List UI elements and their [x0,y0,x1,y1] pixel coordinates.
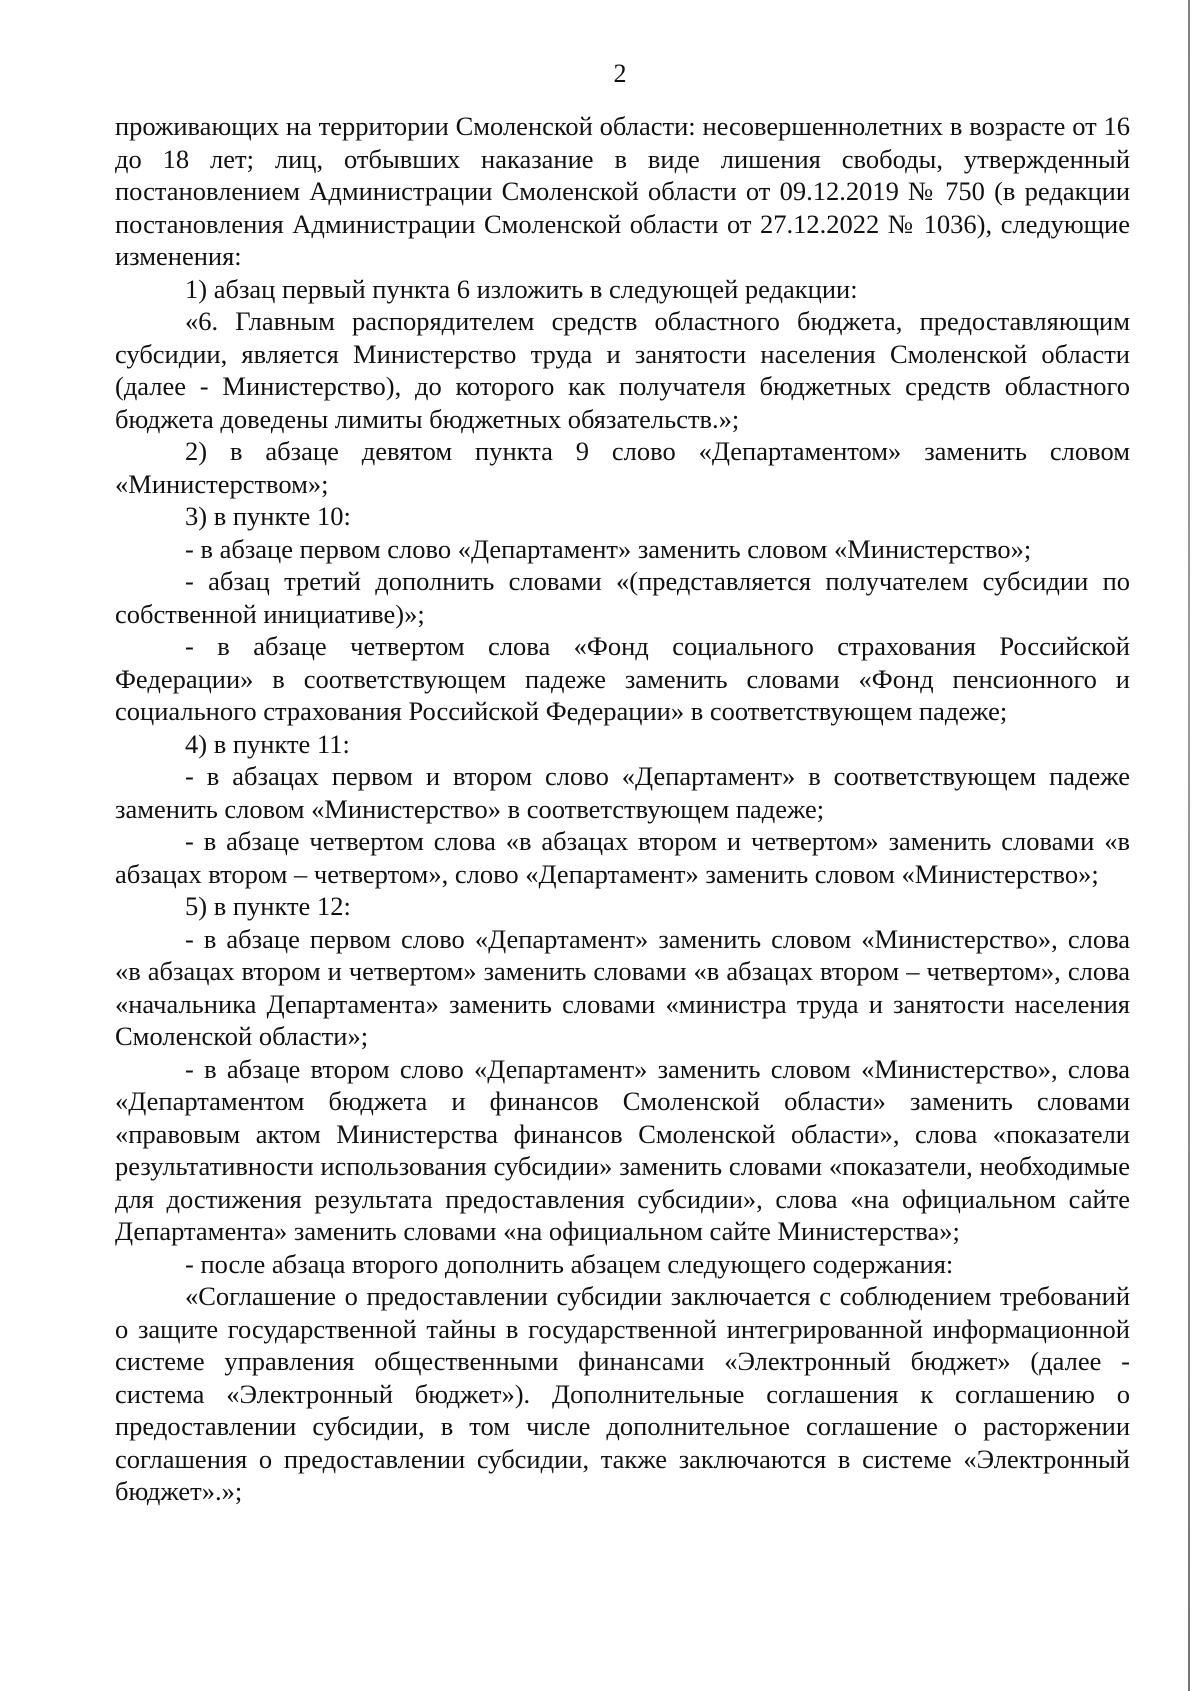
paragraph-intro: проживающих на территории Смоленской области: несовершеннолетних в возрасте от 16 до 18 лет; лиц, отбывших наказание в виде лишения свободы, утвержденный постановлением Администрации Смоленской области от 09.12.2019 № 750 (в редакции постановления Администрации Смоленской области от 27.12.2022 № 1036), следующие изменения: [115,111,1130,271]
paragraph-item-3: 3) в пункте 10: [185,501,351,531]
paragraph-item-5-sub-1: - в абзаце первом слово «Департамент» заменить словом «Министерство», слова «в абзацах втором и четвертом» заменить словами «в абзацах втором – четвертом», слова «начальника Департамента» заменить словами «министра труда и занятости населения Смоленской области»; [115,923,1130,1051]
paragraph-item-3-sub-3: - в абзаце четвертом слова «Фонд социального страхования Российской Федерации» в соответствующем падеже заменить словами «Фонд пенсионного и социального страхования Российской Федерации» в соответствующем падеже; [115,631,1130,726]
paragraph-item-6-text: «6. Главным распорядителем средств областного бюджета, предоставляющим субсидии, является Министерство труда и занятости населения Смоленской области (далее - Министерство), до которого как получателя бюджетных средств областного бюджета доведены лимиты бюджетных обязательств.»; [115,306,1130,434]
paragraph-item-2: 2) в абзаце девятом пункта 9 слово «Департаментом» заменить словом «Министерством»; [115,436,1130,499]
scan-edge-line [1188,0,1190,1691]
paragraph-item-3-sub-2: - абзац третий дополнить словами «(представляется получателем субсидии по собственной инициативе)»; [115,566,1130,629]
document-body [115,110,1130,1508]
paragraph-item-5-sub-3: - после абзаца второго дополнить абзацем следующего содержания: [185,1248,954,1279]
paragraph-item-3-sub-1: - в абзаце первом слово «Департамент» заменить словом «Министерство»; [185,533,1032,564]
page-number: 2 [613,59,627,88]
paragraph-item-4-sub-1: - в абзацах первом и втором слово «Департамент» в соответствующем падеже заменить словом «Министерство» в соответствующем падеже; [115,761,1130,824]
paragraph-item-5-sub-2: - в абзаце втором слово «Департамент» заменить словом «Министерство», слова «Департаментом бюджета и финансов Смоленской области» заменить словами «правовым актом Министерства финансов Смоленской области», слова «показатели результативности использования субсидии» заменить словами «показатели, необходимые для достижения результата предоставления субсидии», слова «на официальном сайте Департамента» заменить словами «на официальном сайте Министерства»; [115,1053,1130,1246]
paragraph-item-4: 4) в пункте 11: [185,728,350,759]
paragraph-item-1: 1) абзац первый пункта 6 изложить в следующей редакции: [185,273,858,304]
paragraph-agreement-text: «Соглашение о предоставлении субсидии заключается с соблюдением требований о защите государственной тайны в государственной интегрированной информационной системе управления общественными финансами «Электронный бюджет» (далее - система «Электронный бюджет»). Дополнительные соглашения к соглашению о предоставлении субсидии, в том числе дополнительное соглашение о расторжении соглашения о предоставлении субсидии, также заключаются в системе «Электронный бюджет».»; [115,1281,1130,1506]
paragraph-item-5: 5) в пункте 12: [185,891,351,921]
paragraph-item-4-sub-2: - в абзаце четвертом слова «в абзацах втором и четвертом» заменить словами «в абзацах втором – четвертом», слово «Департамент» заменить словом «Министерство»; [115,826,1130,889]
